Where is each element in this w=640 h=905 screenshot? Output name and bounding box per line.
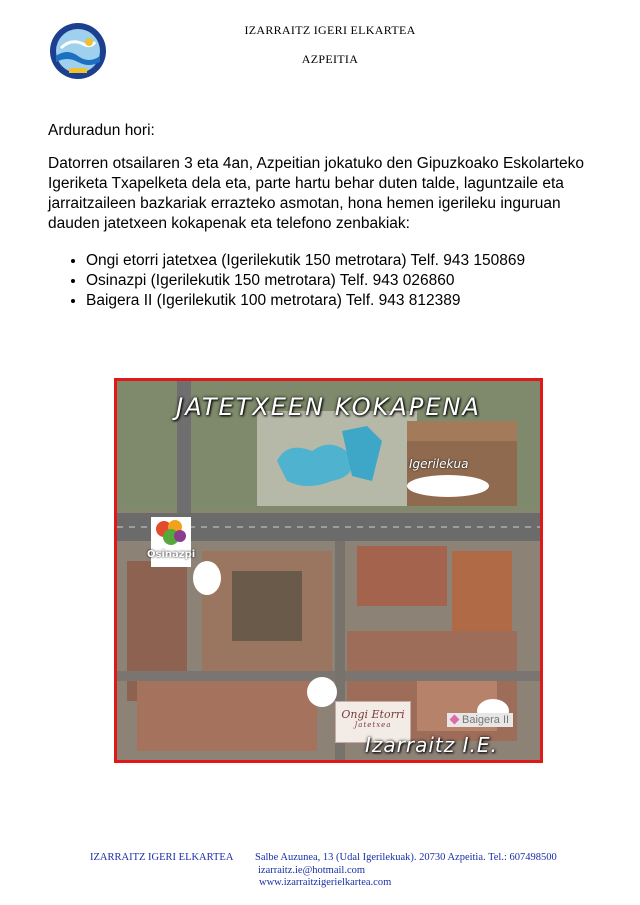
- baigera-sign: [447, 713, 513, 727]
- pool-label: Igerilekua: [409, 457, 469, 471]
- letter-body: Datorren otsailaren 3 eta 4an, Azpeitian jokatuko den Gipuzkoako Eskolarteko Igeriketa Txapelketa dela eta, parte hartu behar duten talde, laguntzaile eta jarraitzaileen bazkariak errazteko asmotan, hona hemen igerileku inguruan dauden jatetxeen kokapenak eta telefono zenbakiak:: [48, 155, 584, 232]
- map-title: JATETXEEN KOKAPENA: [176, 393, 481, 421]
- footer-email: izarraitz.ie@hotmail.com: [258, 865, 366, 876]
- letter-greeting: Arduradun hori:: [48, 122, 155, 139]
- ongi-etorri-sub: Jatetxea: [354, 721, 392, 729]
- diamond-icon: [450, 715, 460, 725]
- list-item: • Osinazpi (Igerilekutik 150 metrotara) Telf. 943 026860: [86, 271, 525, 291]
- header-organization: IZARRAITZ IGERI ELKARTEA: [244, 23, 416, 37]
- list-item: • Baigera II (Igerilekutik 100 metrotara) Telf. 943 812389: [86, 291, 525, 311]
- osinazpi-marker: [193, 561, 221, 595]
- osinazpi-label: Osinazpi: [147, 549, 196, 560]
- pool-marker: [407, 475, 489, 497]
- footer-address: Salbe Auzunea, 13 (Udal Igerilekuak). 20730 Azpeitia. Tel.: 607498500: [255, 852, 557, 863]
- header-town: AZPEITIA: [301, 52, 359, 66]
- baigera-label: Baigera II: [462, 714, 510, 726]
- restaurant-location-map: [114, 378, 543, 763]
- list-item: • Ongi etorri jatetxea (Igerilekutik 150 metrotara) Telf. 943 150869: [86, 251, 525, 271]
- ongi-etorri-label: Ongi Etorri: [341, 708, 405, 721]
- footer-website: www.izarraitzigerielkartea.com: [259, 877, 392, 888]
- restaurant-list: [62, 251, 525, 311]
- footer-organization: IZARRAITZ IGERI ELKARTEA: [90, 852, 234, 863]
- map-signature: Izarraitz I.E.: [365, 733, 498, 757]
- ongi-etorri-marker: [307, 677, 337, 707]
